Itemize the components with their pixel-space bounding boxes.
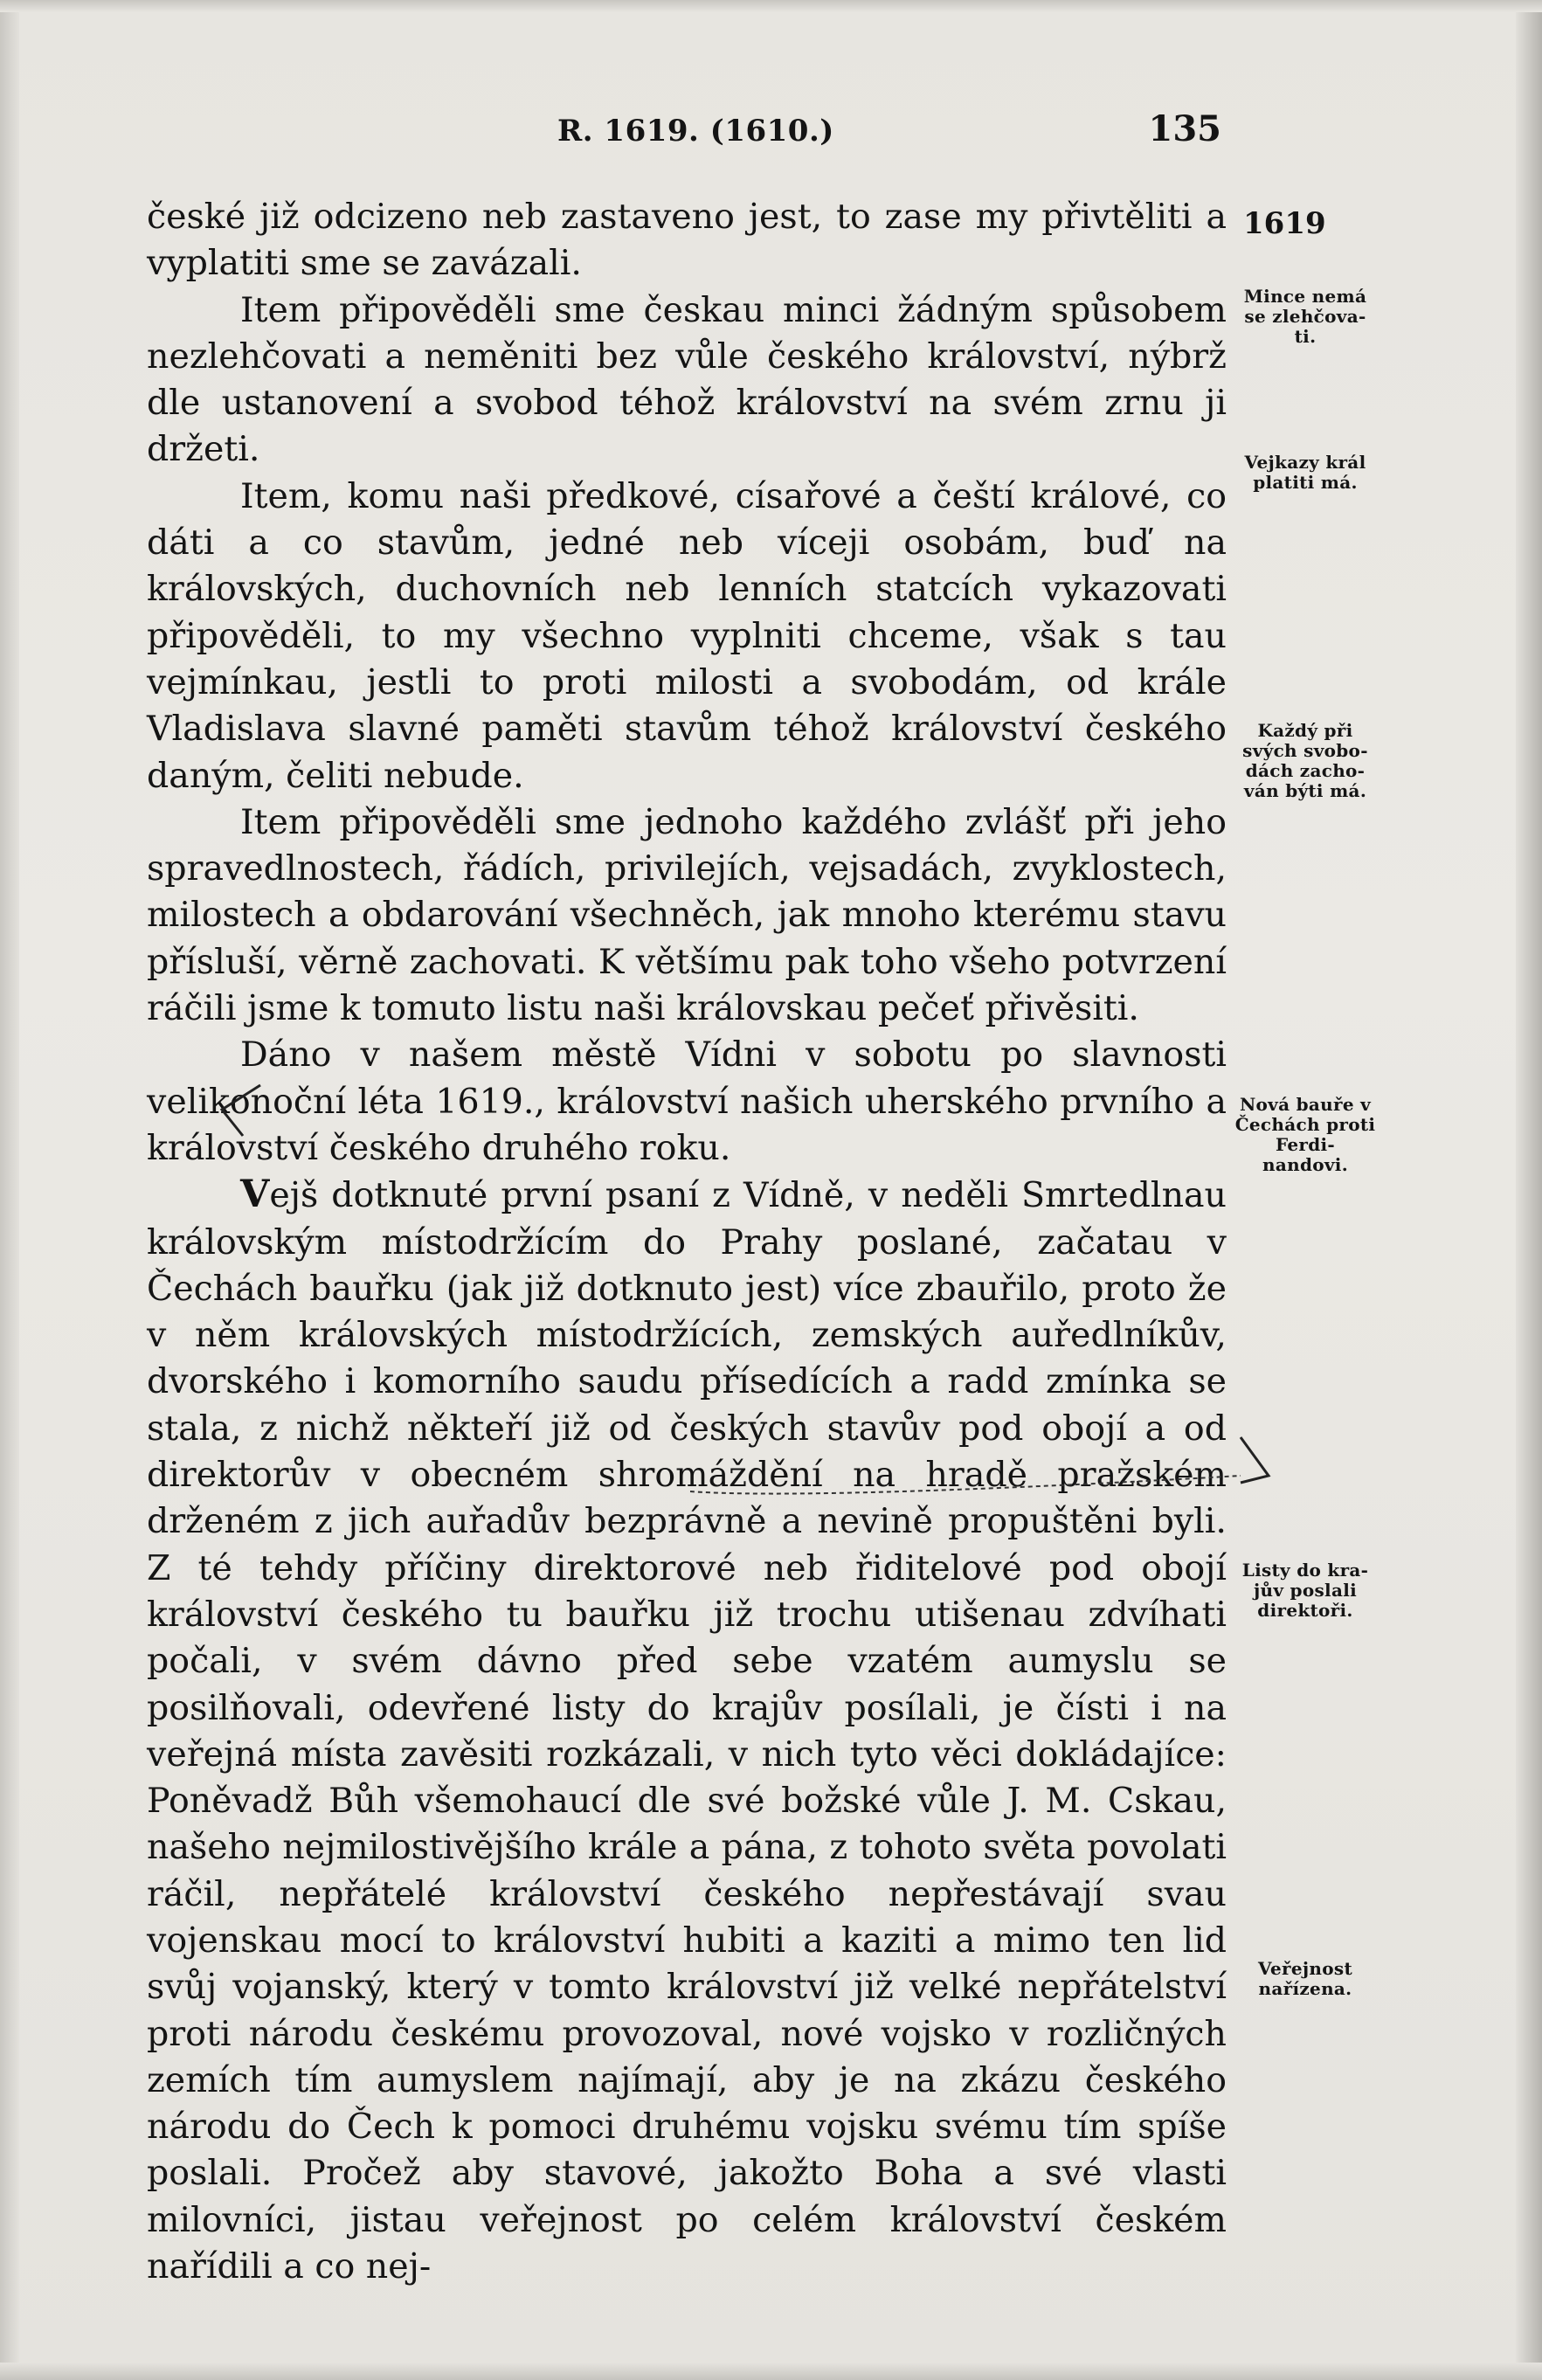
paragraph-drop-initial (147, 1172, 1227, 2290)
margin-note: Každý při svých svobo- dách zacho- ván býti má. (1242, 720, 1368, 801)
margin-note: Mince nemá se zlehčova- ti. (1243, 286, 1367, 347)
running-title: R. 1619. (1610.) (557, 114, 834, 149)
page-number: 135 (1148, 108, 1221, 149)
paragraph: Item připověděli sme českau minci žádným spůsobem nezlehčovati a neměniti bez vůle českého království, nýbrž dle ustanovení a svobod téhož království na svém zrnu ji držeti. (147, 289, 1227, 470)
page-edge-left (0, 0, 19, 2380)
main-text (147, 194, 1227, 2290)
page-edge-top (0, 0, 1542, 12)
margin-note: Veřejnost nařízena. (1258, 1958, 1352, 1999)
paragraph: Item, komu naši předkové, císařové a čeští králové, co dáti a co stavům, jedné neb víceji osobám, buď na královských, duchovních neb lenních statcích vykazovati připověděli, to my všechno vyplniti chceme, však s tau vejmínkau, jestli to proti milosti a svobodám, od krále Vladislava slavné paměti stavům téhož království českého daným, čeliti nebude. (147, 475, 1227, 796)
paragraph: české již odcizeno neb zastaveno jest, to zase my přivtěliti a vyplatiti sme se zavázali. (147, 197, 1227, 284)
margin-year: 1619 (1243, 206, 1326, 241)
initial-letter: V (240, 1173, 270, 1217)
page-header (147, 110, 1221, 163)
margin-note: Vejkazy král platiti má. (1244, 452, 1366, 493)
paragraph-text: ejš dotknuté první psaní z Vídně, v neděli Smrtedlnau královským místodržícím do Prahy poslané, začatau v Čechách bauřku (jak již dotknuto jest) více zbauřilo, proto že v něm královských místodržících, zemských auředlníkův, dvorského i komorního saudu přísedících a radd zmínka se stala, z nichž někteří již od českých stavův pod obojí a od direktorův v obecném shromáždění na hradě pražském drženém z jich auřadův bezprávně a nevině propuštěni byli. Z té tehdy příčiny direktorové neb řiditelové pod obojí království českého tu bauřku již trochu utišenau zdvíhati počali, v svém dávno před sebe vzatém aumyslu se posilňovali, odevřené listy do krajův posílali, je čísti i na veřejná místa zavěsiti rozkázali, v nich tyto věci dokládajíce: Poněvadž Bůh všemohaucí dle své božské vůle J. M. Cskau, našeho nejmilostivějšího krále a pána, z tohoto světa povolati ráčil, nepřátelé království českého nepřestávají svau vojenskau mocí to království hubiti a kaziti a mimo ten lid svůj vojanský, který v tomto království již velké nepřátelství proti národu českému provozoval, nové vojsko v rozličných zemích tím aumyslem najímají, aby je na zkázu českého národu do Čech k pomoci druhému vojsku svému tím spíše poslali. Pročež aby stavové, jakožto Boha a své vlasti milovníci, jistau veřejnost po celém království českém nařídili a co nej- (147, 1175, 1227, 2287)
margin-note: Nová bauře v Čechách proti Ferdi- nandovi. (1234, 1094, 1376, 1175)
paragraph: Dáno v našem městě Vídni v sobotu po slavnosti velikonoční léta 1619., království našich uherského prvního a království českého druhého roku. (147, 1034, 1227, 1168)
page-edge-right (1516, 0, 1542, 2380)
paragraph: Item připověděli sme jednoho každého zvlášť při jeho spravedlnostech, řádích, privilejích, vejsadách, zvyklostech, milostech a obdarování všechněch, jak mnoho kterému stavu přísluší, věrně zachovati. K většímu pak toho všeho potvrzení ráčili jsme k tomuto listu naši královskau pečeť přivěsiti. (147, 801, 1227, 1029)
page-edge-bottom (0, 2363, 1542, 2380)
margin-note: Listy do kra- jův poslali direktoři. (1241, 1560, 1369, 1621)
